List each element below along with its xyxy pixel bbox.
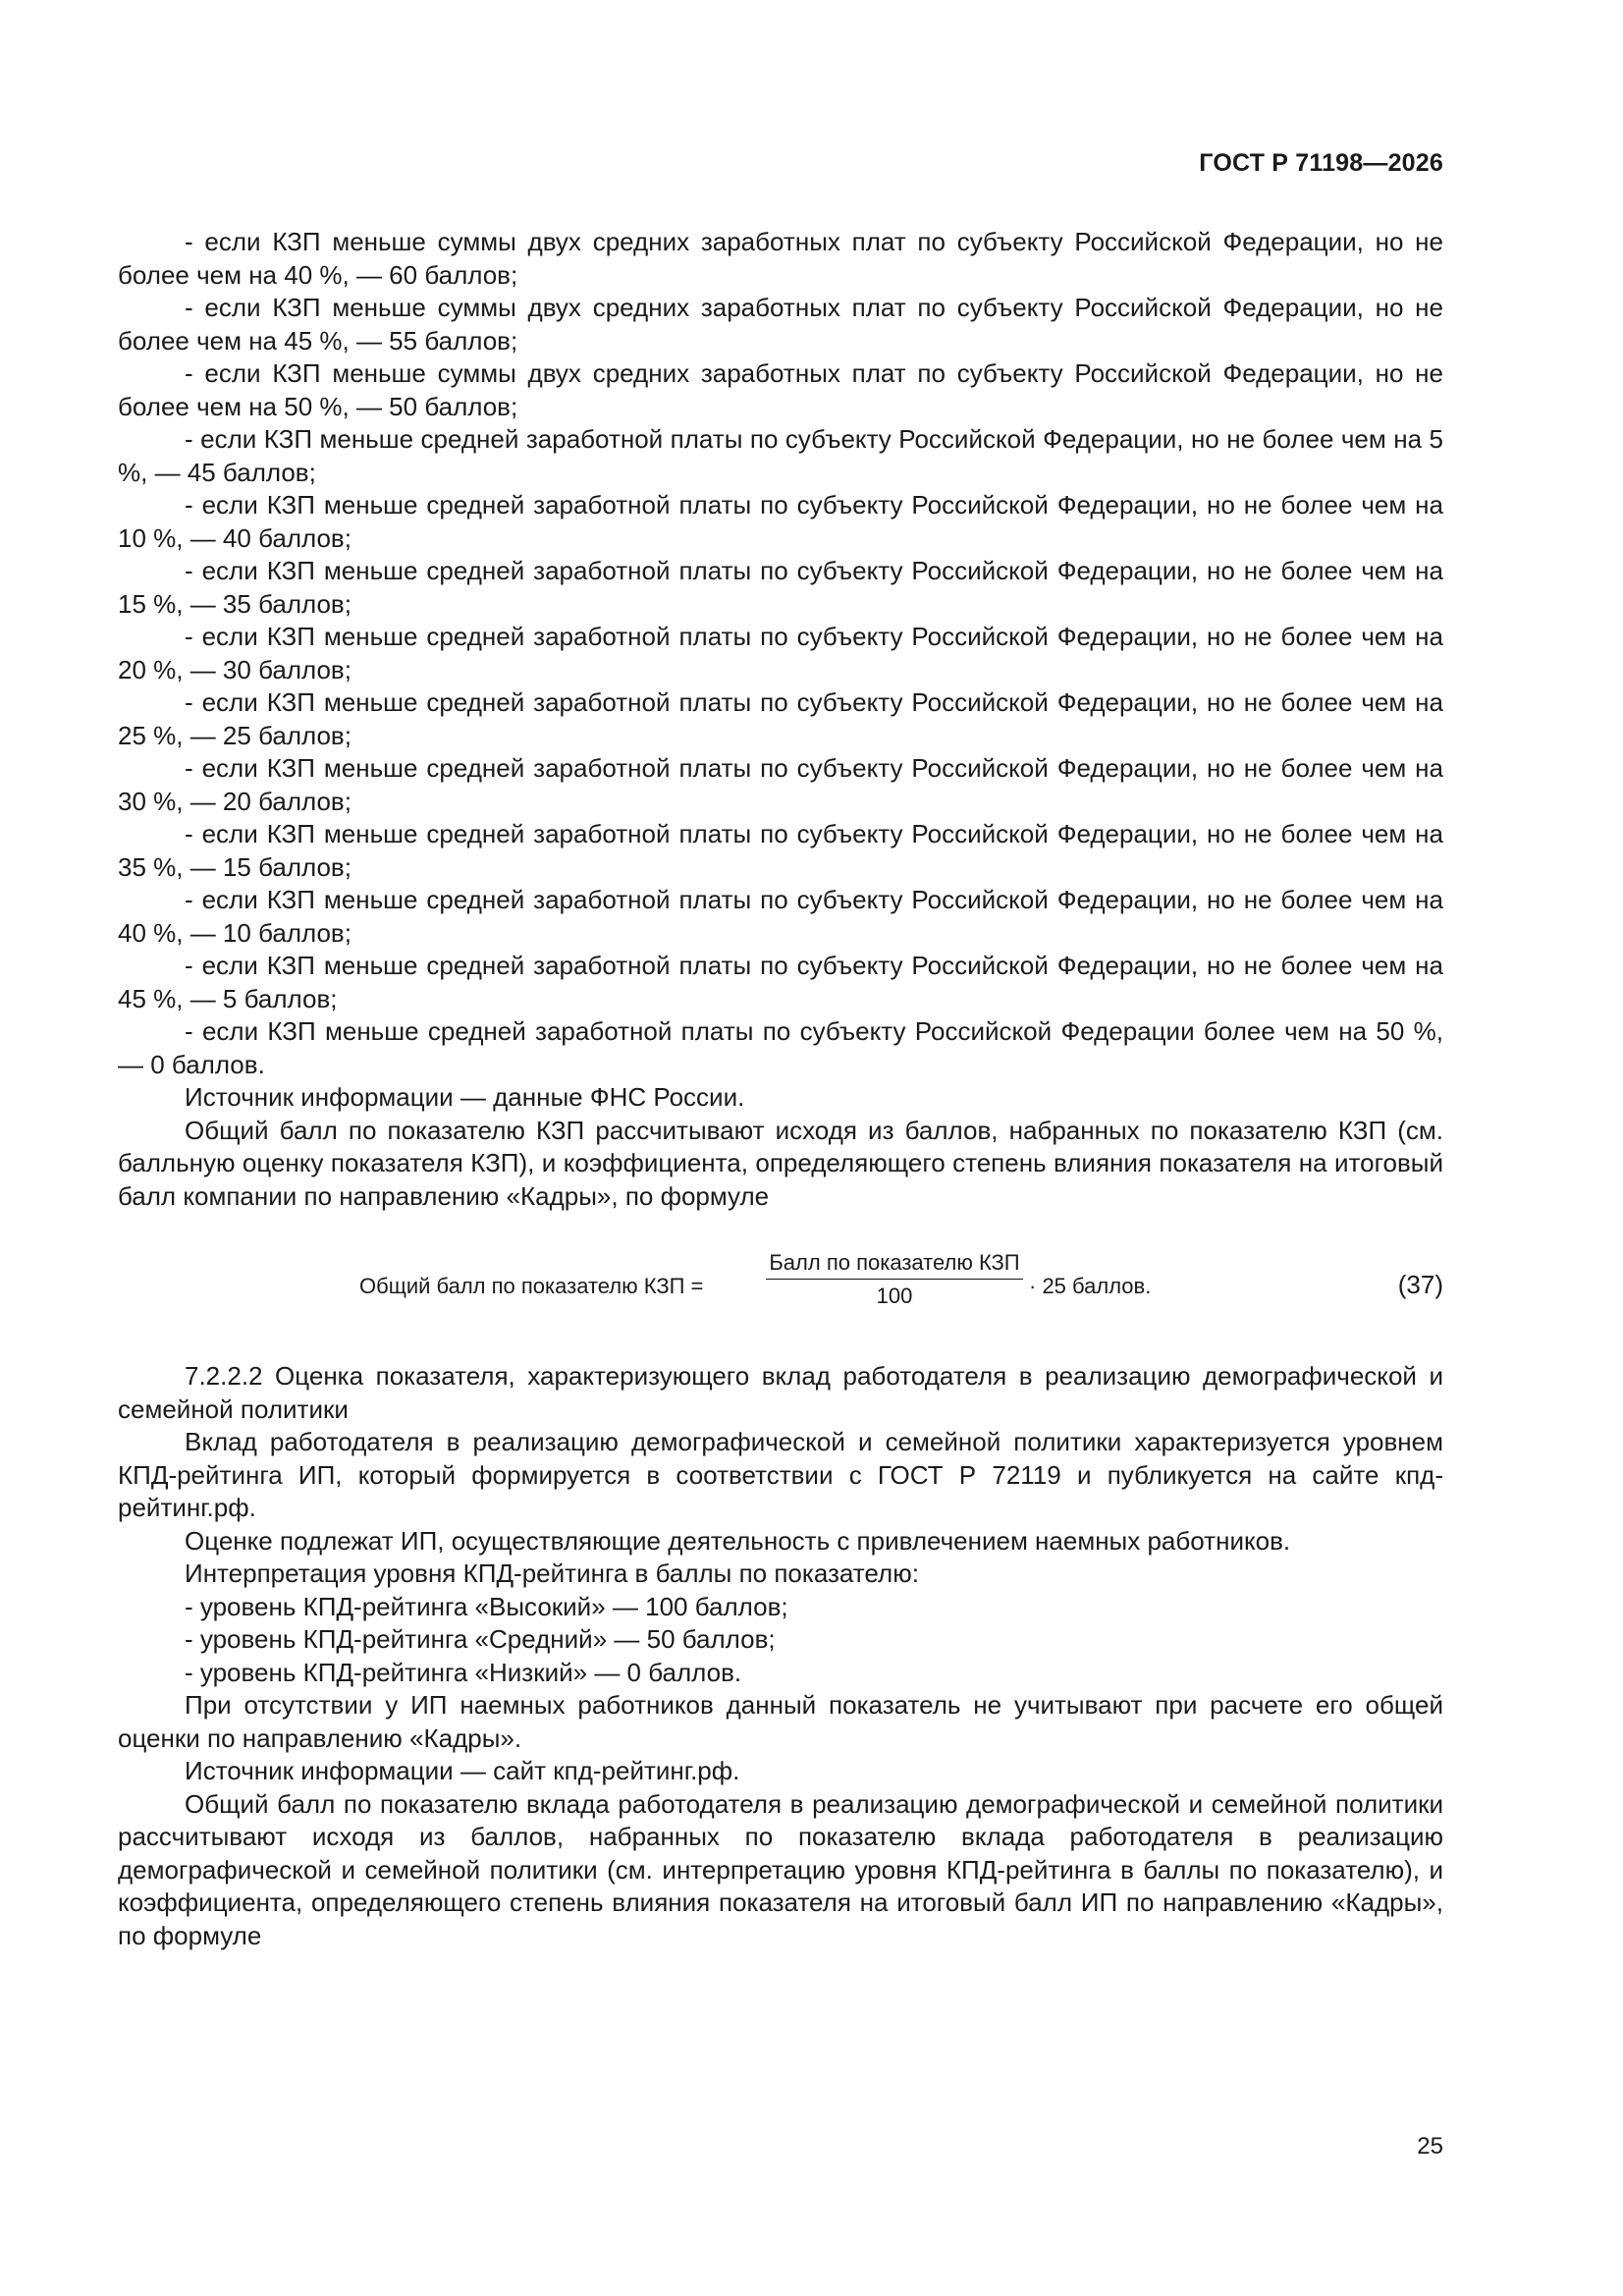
- paragraph-bullet-15: - если КЗП меньше средней заработной платы по субъекту Российской Федерации, но не более чем на 15 %, — 35 баллов;: [118, 556, 1443, 619]
- paragraph-evaluation-scope: Оценке подлежат ИП, осуществляющие деятельность с привлечением наемных работников.: [185, 1525, 1291, 1556]
- formula-right-side: · 25 баллов.: [1029, 1274, 1152, 1298]
- paragraph-bullet-50-two-salaries: - если КЗП меньше суммы двух средних заработных плат по субъекту Российской Федерации, но не более чем на 50 %, — 50 баллов;: [118, 358, 1443, 421]
- formula-denominator: 100: [876, 1284, 913, 1308]
- paragraph-bullet-45-two-salaries: - если КЗП меньше суммы двух средних заработных плат по субъекту Российской Федерации, но не более чем на 45 %, — 55 баллов;: [118, 293, 1443, 355]
- paragraph-level-medium: - уровень КПД-рейтинга «Средний» — 50 баллов;: [185, 1624, 776, 1654]
- paragraph-bullet-40: - если КЗП меньше средней заработной платы по субъекту Российской Федерации, но не более чем на 40 %, — 10 баллов;: [118, 885, 1443, 948]
- formula-37: [118, 1250, 1443, 1325]
- page-number: 25: [1417, 2133, 1443, 2159]
- paragraph-no-employees: При отсутствии у ИП наемных работников данный показатель не учитывают при расчете его общей оценки по направлению «Кадры».: [118, 1690, 1443, 1753]
- paragraph-bullet-10: - если КЗП меньше средней заработной платы по субъекту Российской Федерации, но не более чем на 10 %, — 40 баллов;: [118, 490, 1443, 553]
- formula-numerator: Балл по показателю КЗП: [766, 1250, 1023, 1280]
- paragraph-total-score-kzp: Общий балл по показателю КЗП рассчитывают исходя из баллов, набранных по показателю КЗП (см. балльную оценку показателя КЗП), и коэффициента, определяющего степень влияния показателя на итоговый балл компании по направлению «Кадры», по формуле: [118, 1115, 1443, 1211]
- paragraph-bullet-45: - если КЗП меньше средней заработной платы по субъекту Российской Федерации, но не более чем на 45 %, — 5 баллов;: [118, 951, 1443, 1013]
- section-heading-7-2-2-2: 7.2.2.2 Оценка показателя, характеризующего вклад работодателя в реализацию демографической и семейной политики: [118, 1361, 1443, 1424]
- document-code-header: ГОСТ Р 71198—2026: [1199, 149, 1443, 177]
- paragraph-bullet-35: - если КЗП меньше средней заработной платы по субъекту Российской Федерации, но не более чем на 35 %, — 15 баллов;: [118, 819, 1443, 882]
- paragraph-bullet-5: - если КЗП меньше средней заработной платы по субъекту Российской Федерации, но не более чем на 5 %, — 45 баллов;: [118, 424, 1443, 487]
- paragraph-bullet-20: - если КЗП меньше средней заработной платы по субъекту Российской Федерации, но не более чем на 20 %, — 30 баллов;: [118, 622, 1443, 684]
- paragraph-group-bottom: [118, 1360, 1443, 1952]
- formula-left-side: Общий балл по показателю КЗП =: [359, 1274, 704, 1298]
- formula-fraction: [766, 1250, 1023, 1309]
- paragraph-source-site: Источник информации — сайт кпд-рейтинг.рф.: [185, 1756, 740, 1785]
- paragraph-group-top: [118, 226, 1443, 1213]
- paragraph-bullet-30: - если КЗП меньше средней заработной платы по субъекту Российской Федерации, но не более чем на 30 %, — 20 баллов;: [118, 753, 1443, 816]
- paragraph-bullet-25: - если КЗП меньше средней заработной платы по субъекту Российской Федерации, но не более чем на 25 %, — 25 баллов;: [118, 687, 1443, 750]
- paragraph-interpretation-intro: Интерпретация уровня КПД-рейтинга в баллы по показателю:: [185, 1558, 919, 1588]
- paragraph-source-fns: Источник информации — данные ФНС России.: [185, 1082, 745, 1112]
- paragraph-level-low: - уровень КПД-рейтинга «Низкий» — 0 баллов.: [185, 1657, 742, 1687]
- formula-number: (37): [1397, 1270, 1443, 1299]
- paragraph-bullet-40-two-salaries: - если КЗП меньше суммы двух средних заработных плат по субъекту Российской Федерации, но не более чем на 40 %, — 60 баллов;: [118, 227, 1443, 290]
- paragraph-total-score-contribution: Общий балл по показателю вклада работодателя в реализацию демографической и семейной политики рассчитывают исходя из баллов, набранных по показателю вклада работодателя в реализацию демографической и семейной политики (см. интерпретацию уровня КПД-рейтинга в баллы по показателю), и коэффициента, определяющего степень влияния показателя на итоговый балл ИП по направлению «Кадры», по формуле: [118, 1788, 1443, 1950]
- paragraph-level-high: - уровень КПД-рейтинга «Высокий» — 100 баллов;: [185, 1591, 788, 1621]
- paragraph-employer-contribution: Вклад работодателя в реализацию демографической и семейной политики характеризуется уровнем КПД-рейтинга ИП, который формируется в соответствии с ГОСТ Р 72119 и публикуется на сайте кпд-рейтинг.рф.: [118, 1427, 1443, 1522]
- document-body: [118, 226, 1443, 1952]
- paragraph-bullet-over-50: - если КЗП меньше средней заработной платы по субъекту Российской Федерации более чем на 50 %, — 0 баллов.: [118, 1016, 1443, 1079]
